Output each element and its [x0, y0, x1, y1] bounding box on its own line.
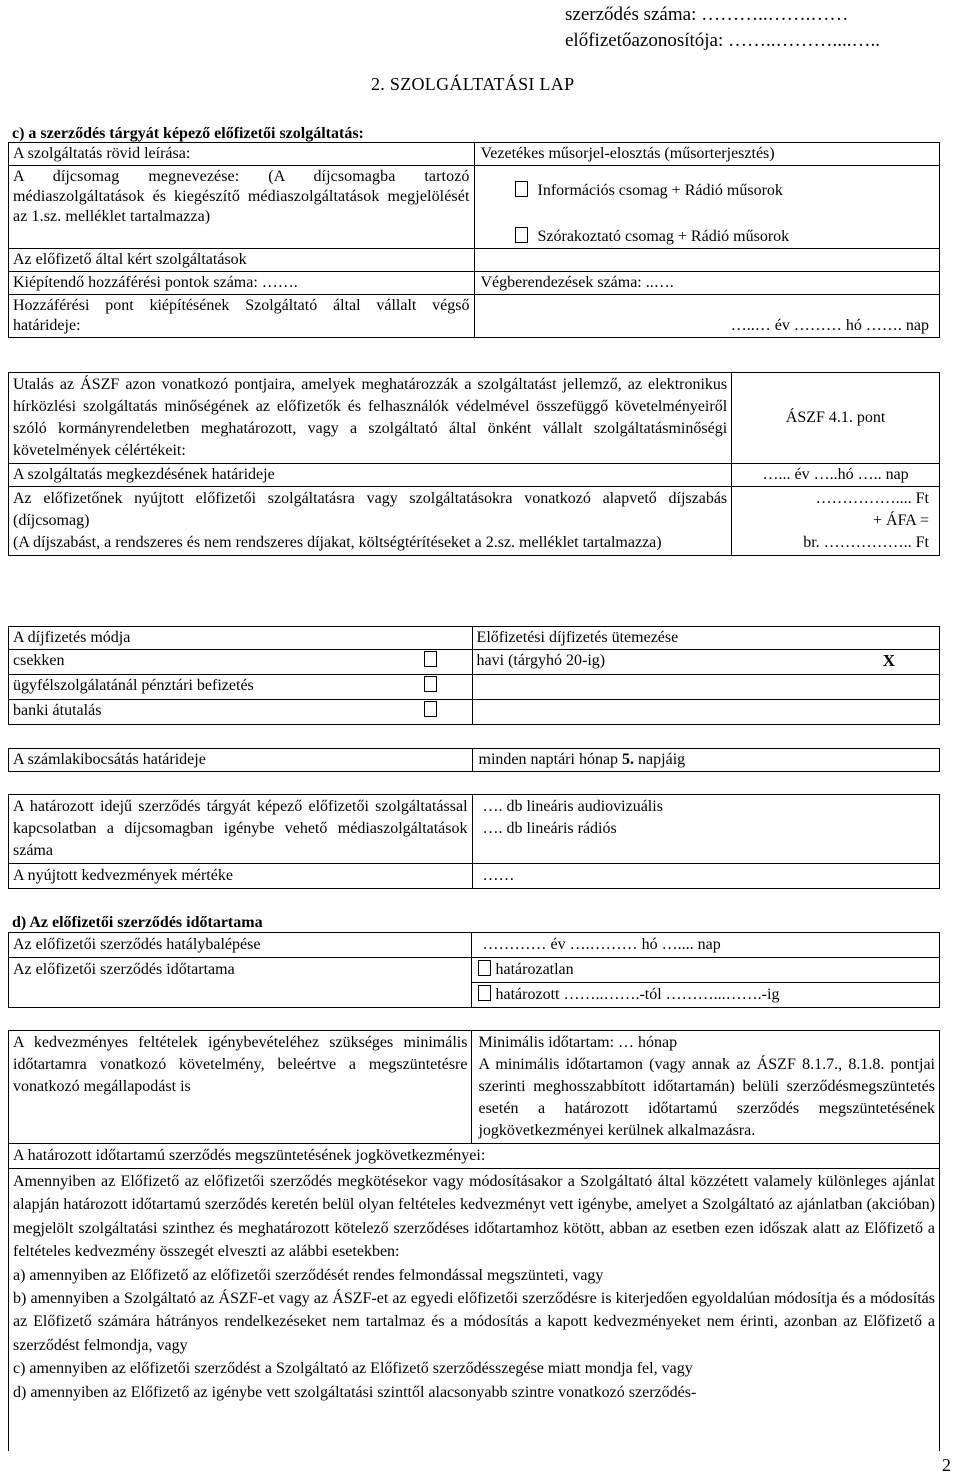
payment-schedule-label: Előfizetési díjfizetés ütemezése — [472, 627, 939, 650]
invoice-label: A számlakibocsátás határideje — [9, 749, 473, 772]
section-c-heading: c) a szerződés tárgyát képező előfizetői szolgáltatás: — [12, 125, 364, 142]
tariff-note: (A díjszabást, a rendszeres és nem rendszeres díjakat, költségtérítéseket a 2.sz. melléklet tartalmazza) — [13, 534, 662, 551]
duration-label: Az előfizetői szerződés időtartama — [9, 958, 472, 1008]
short-desc-label: A szolgáltatás rövid leírása: — [9, 143, 475, 166]
duration-table — [8, 932, 940, 1008]
short-desc-value: Vezetékes műsorjel-elosztás (műsorterjesztés) — [474, 143, 940, 166]
deadline-value: …..… év ……… hó ……. nap — [474, 295, 940, 338]
access-points-label: Kiépítendő hozzáférési pontok száma: ……. — [9, 272, 475, 295]
package-option-2: Szórakoztató csomag + Rádió műsorok — [537, 228, 790, 245]
termination-b: b) amennyiben a Szolgáltató az ÁSZF-et vagy az ÁSZF-et az egyedi előfizetői szerződésre is kiterjedően egyoldalúan módosítja és a módosítás az Előfizető számára hátrányos rendelkezéseket nem tartalmaz és a módosítás a kapott kedvezményeket nem érinti, azonban az Előfizető a szerződést felmondja, vagy — [13, 1290, 935, 1354]
page-number: 2 — [942, 1455, 951, 1475]
tariff-text: Az előfizetőnek nyújtott előfizetői szolgáltatásra vagy szolgáltatásokra vonatkozó alapvető díjszabás (díjcsomag) — [13, 490, 728, 529]
discount-label: A nyújtott kedvezmények mértéke — [9, 864, 473, 889]
start-value: …... év …..hó ….. nap — [732, 464, 940, 487]
section-d-heading: d) Az előfizetői szerződés időtartama — [12, 914, 263, 931]
quality-ref: ÁSZF 4.1. pont — [732, 373, 940, 464]
package-label: A díjcsomag megnevezése: (A díjcsomagba tartozó médiaszolgáltatások és kiegészítő médiaszolgáltatások megjelölését az 1.sz. melléklet tartalmazza) — [9, 166, 475, 249]
duration-indefinite-checkbox[interactable] — [478, 960, 491, 976]
effect-label: Az előfizetői szerződés hatálybalépése — [9, 933, 472, 958]
tariff-net: …………….... Ft — [815, 490, 929, 507]
termination-a: a) amennyiben az Előfizető az előfizetői szerződését rendes felmondással megszünteti, vagy — [13, 1266, 604, 1284]
subscriber-id: előfizetőazonosítója: ……..………....….. — [565, 30, 881, 51]
payment-method-label: A díjfizetés módja — [9, 627, 473, 650]
payment-cash-checkbox[interactable] — [424, 651, 437, 667]
requested-services-label: Az előfizető által kért szolgáltatások — [9, 249, 475, 272]
payment-schedule-value: havi (tárgyhó 20-ig) — [476, 652, 606, 669]
quality-text: Utalás az ÁSZF azon vonatkozó pontjaira, amelyek meghatározzák a szolgáltatást jellemző, az elektronikus hírközlési szolgáltatás minőségének az előfizetők és felhasználók védelmével összefüggő követelményeiről szóló kormányrendeletben meghatározott, vagy a szolgáltató által önként vállalt szolgáltatásminőségi követelmények célértékeit: — [9, 373, 732, 464]
package-option-1: Információs csomag + Rádió műsorok — [537, 182, 783, 199]
invoice-value-prefix: minden naptári hónap — [478, 751, 623, 768]
package-options — [474, 166, 940, 249]
invoice-value-day: 5. — [622, 751, 635, 768]
termination-c: c) amennyiben az előfizetői szerződést a Szolgáltató az Előfizető szerződésszegése miatt mondja fel, vagy — [13, 1360, 693, 1378]
invoice-value-suffix: napjáig — [634, 751, 686, 768]
payment-option-cash: csekken — [9, 650, 391, 675]
duration-indefinite: határozatlan — [495, 961, 574, 978]
payment-option-office: ügyfélszolgálatánál pénztári befizetés — [9, 675, 391, 700]
service-table — [8, 142, 940, 338]
payment-table — [8, 626, 940, 725]
media-table — [8, 794, 940, 889]
discount-value: …… — [472, 864, 939, 889]
invoice-table — [8, 748, 940, 772]
tariff-gross: br. …………….. Ft — [803, 534, 929, 551]
conditions-table — [8, 1030, 940, 1451]
page-title: 2. SZOLGÁLTATÁSI LAP — [371, 74, 575, 94]
conditions-label: A kedvezményes feltételek igénybevételéhez szükséges minimális időtartamra vonatkozó követelmény, beleértve a megszüntetésre vonatkozó megállapodást is — [9, 1031, 472, 1144]
media-label: A határozott idejű szerződés tárgyát képező előfizetői szolgáltatással kapcsolatban a díjcsomagban igénybe vehető médiaszolgáltatások száma — [9, 795, 473, 864]
contract-number: szerződés száma: ………..…….…… — [565, 4, 849, 25]
effect-value: ………… év ….……… hó ….... nap — [472, 933, 940, 958]
payment-office-checkbox[interactable] — [424, 676, 437, 692]
media-audiovisual: …. db lineáris audiovizuális — [482, 798, 663, 815]
payment-option-transfer: banki átutalás — [9, 700, 391, 725]
duration-fixed-checkbox[interactable] — [478, 985, 491, 1001]
media-radio: …. db lineáris rádiós — [482, 820, 617, 837]
payment-schedule-mark: X — [882, 651, 895, 670]
deadline-label: Hozzáférési pont kiépítésének Szolgáltató által vállalt végső határideje: — [9, 295, 475, 338]
duration-fixed: határozott ……..…….-tól ………...…….-ig — [495, 986, 780, 1003]
min-duration: Minimális időtartam: … hónap — [478, 1034, 678, 1051]
terminals-label: Végberendezések száma: ..…. — [474, 272, 940, 295]
termination-heading: A határozott időtartamú szerződés megszüntetésének jogkövetkezményei: — [9, 1144, 940, 1169]
package-option-2-checkbox[interactable] — [515, 227, 528, 243]
min-duration-text: A minimális időtartamon (vagy annak az ÁSZF 8.1.7., 8.1.8. pontjai szerinti meghosszabbított időtartamán) belüli szerződésmegszüntetés esetén a határozott időtartamú szerződés megszüntetésének jogkövetkezményei kerülnek alkalmazásra. — [478, 1056, 935, 1139]
termination-d: d) amennyiben az Előfizető az igénybe vett szolgáltatási szinttől alacsonyabb szintre vonatkozó szerződés- — [13, 1383, 697, 1401]
quality-table — [8, 372, 940, 556]
tariff-vat: + ÁFA = — [873, 512, 929, 529]
start-label: A szolgáltatás megkezdésének határideje — [9, 464, 732, 487]
payment-transfer-checkbox[interactable] — [424, 701, 437, 717]
package-option-1-checkbox[interactable] — [515, 181, 528, 197]
termination-p1: Amennyiben az Előfizető az előfizetői szerződés megkötésekor vagy módosításakor a Szolgáltató által közzétett valamely különleges ajánlat alapján határozott időtartamú szerződés keretén belül olyan feltételes kedvezményt vett igénybe, amelyet a Szolgáltató az ajánlatban (akcióban) megjelölt szolgáltatási szinthez és meghatározott kötelező szerződéses időtartamhoz kötött, abban az esetben ezen időszak alatt az Előfizető a feltételes kedvezmény összegét elveszti az alábbi esetekben: — [13, 1173, 935, 1261]
